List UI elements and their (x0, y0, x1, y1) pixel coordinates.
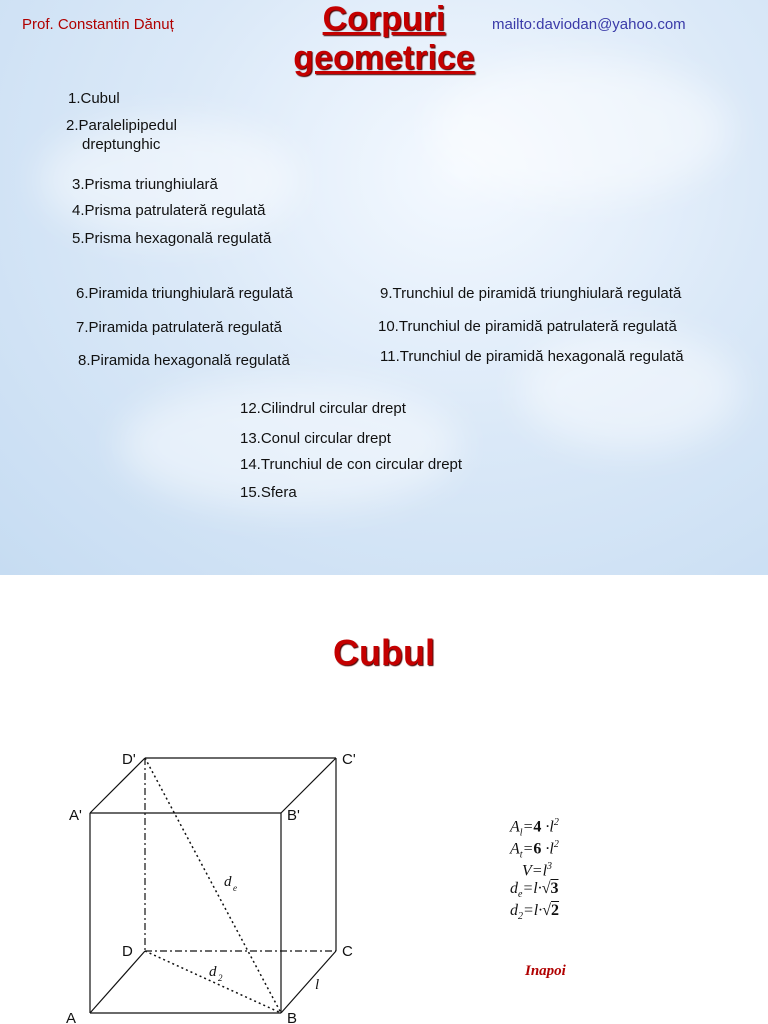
toc-link-sfera[interactable]: 15.Sfera (240, 484, 297, 501)
toc-link-prisma-hexagonala[interactable]: 5.Prisma hexagonală regulată (72, 230, 272, 247)
toc-link-line: dreptunghic (82, 136, 161, 153)
edge-a1d1 (90, 758, 145, 813)
vertex-label-c: C (342, 943, 353, 960)
toc-link-piramida-triunghiulara[interactable]: 6.Piramida triunghiulară regulată (76, 285, 293, 302)
toc-link-con[interactable]: 13.Conul circular drept (240, 430, 391, 447)
toc-link-piramida-hexagonala[interactable]: 8.Piramida hexagonală regulată (78, 352, 290, 369)
page-title: Corpuri geometrice (293, 0, 475, 77)
toc-link-paralelipipedul[interactable] (66, 116, 177, 154)
section-title: Cubul (333, 632, 435, 673)
toc-link-piramida-patrulatera[interactable]: 7.Piramida patrulateră regulată (76, 319, 282, 336)
toc-link-trunchi-triunghiulara[interactable]: 9.Trunchiul de piramidă triunghiulară regulată (380, 285, 682, 302)
formula-total-area: $A_t=6 \cdot l^2$ (510, 839, 559, 861)
formula-volume: $V=l^3$ (522, 861, 553, 880)
diagonal-label-d: d (224, 874, 232, 890)
toc-link-prisma-patrulatera[interactable]: 4.Prisma patrulateră regulată (72, 202, 266, 219)
author-name: Prof. Constantin Dănuț (22, 16, 174, 33)
face-diagonal (145, 951, 281, 1013)
toc-link-trunchi-hexagonala[interactable]: 11.Trunchiul de piramidă hexagonală regulată (380, 348, 684, 365)
email-link[interactable]: mailto:daviodan@yahoo.com (492, 16, 686, 33)
toc-link-trunchi-patrulatera[interactable]: 10.Trunchiul de piramidă patrulateră regulată (378, 318, 677, 335)
vertex-label-d: D (122, 943, 133, 960)
back-link[interactable]: Inapoi (525, 963, 566, 979)
vertex-label-a1: A' (69, 807, 82, 824)
vertex-label-b1: B' (287, 807, 300, 824)
toc-link-cilindru[interactable]: 12.Cilindrul circular drept (240, 400, 406, 417)
edge-ad (90, 951, 145, 1013)
edge-label-l: l (315, 977, 320, 993)
cloud-decoration (430, 60, 730, 200)
formula-space-diagonal: $d_e=l\cdot√3$ (510, 880, 559, 901)
face-diagonal-label-sub: 2 (218, 973, 223, 983)
toc-link-cubul[interactable]: 1.Cubul (68, 90, 120, 107)
vertex-label-a: A (66, 1010, 77, 1024)
formula-list (510, 812, 559, 922)
vertex-label-c1: C' (342, 751, 356, 768)
vertex-label-b: B (287, 1010, 298, 1024)
toc-link-trunchi-con[interactable]: 14.Trunchiul de con circular drept (240, 456, 463, 473)
formula-lateral-area: $A_l=4 \cdot l^2$ (510, 817, 559, 839)
edge-b1c1 (281, 758, 336, 813)
diagonal-label-sub: e (233, 883, 237, 893)
formula-face-diagonal: $d_2=l\cdot√2$ (510, 902, 560, 923)
cube-diagram (0, 740, 420, 1024)
edge-bc (281, 951, 336, 1013)
face-diagonal-label-d: d (209, 964, 217, 980)
toc-link-line: 2.Paralelipipedul (66, 117, 177, 134)
toc-link-prisma-triunghiulara[interactable]: 3.Prisma triunghiulară (72, 176, 218, 193)
vertex-label-d1: D' (122, 751, 136, 768)
